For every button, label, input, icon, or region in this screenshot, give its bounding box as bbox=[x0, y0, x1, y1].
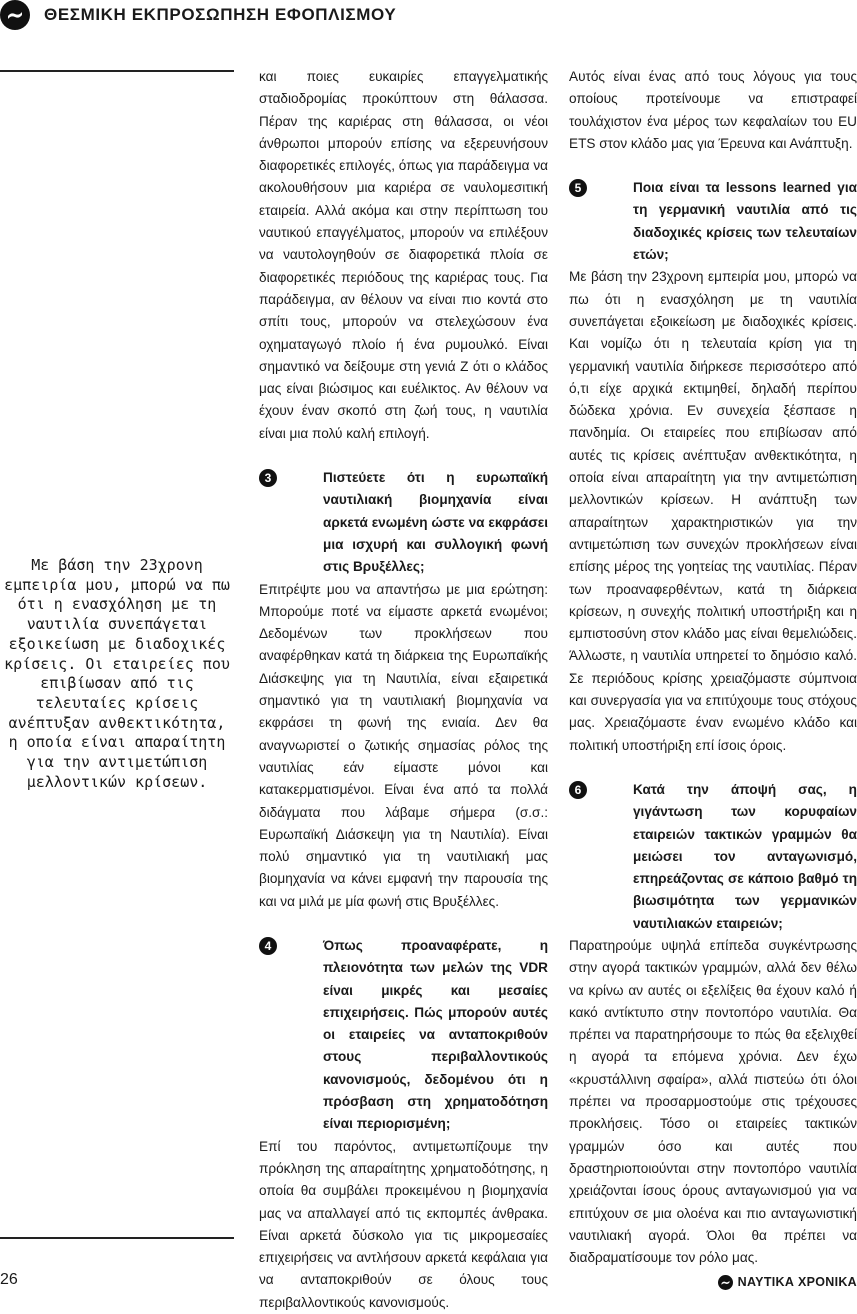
footer-brand bbox=[718, 1274, 857, 1290]
page-number: 26 bbox=[0, 1271, 18, 1288]
section-title: ΘΕΣΜΙΚΗ ΕΚΠΡΟΣΩΠΗΣΗ ΕΦΟΠΛΙΣΜΟΥ bbox=[44, 5, 397, 24]
right-column bbox=[569, 66, 857, 1269]
pull-quote: Με βάση την 23χρονη εμπειρία μου, μπορώ να πω ότι η ενασχόληση με τη ναυτιλία συνεπάγεται εξοικείωση με διαδοχικές κρίσεις. Οι εταιρείες που επιβίωσαν από τις τελευταίες κρίσεις ανέπτυξαν ανθεκτικότητα, η οποία είναι απαραίτητη για την αντιμετώπιση μελλοντικών κρίσεων. bbox=[4, 556, 230, 791]
question-4 bbox=[259, 935, 548, 1136]
publication-name: ΝΑΥΤΙΚΑ ΧΡΟΝΙΚΑ bbox=[737, 1275, 857, 1289]
question-6-text: Κατά την άποψή σας, η γιγάντωση των κορυφαίων εταιρειών τακτικών γραμμών θα μειώσει τον ανταγωνισμό, επηρεάζοντας σε κάποιο βαθμό τη βιωσιμότητα των γερμανικών ναυτιλιακών εταιρειών; bbox=[633, 781, 857, 931]
middle-intro-paragraph: και ποιες ευκαιρίες επαγγελματικής σταδιοδρομίας προκύπτουν στη θάλασσα. Πέραν της καριέρας στη θάλασσα, οι νέοι άνθρωποι μπορούν επίσης να εξερευνήσουν διαφορετικές επιλογές, όπως για παράδειγμα να ακολουθήσουν μια καριέρα σε ναυλομεσιτική εταιρεία. Αλλά ακόμα και στην περίπτωση του ναυτικού επαγγέλματος, μπορούν να επιλέξουν να ναυτολογηθούν σε διαφορετικά πλοία σε διαφορετικές περιόδους της καριέρας τους. Για παράδειγμα, αν θέλουν να είναι πιο κοντά στο σπίτι τους, μπορούν να στελεχώσουν ένα οχηματαγωγό πλοίο ή ένα ρυμουλκό. Είναι σημαντικό να δείξουμε στη γενιά Z ότι ο κλάδος μας είναι βιώσιμος και ευέλικτος. Αν θέλουν να έχουν έναν σκοπό στη ζωή τους, η ναυτιλία είναι μια πολύ καλή επιλογή. bbox=[259, 69, 548, 441]
question-number-badge: 4 bbox=[259, 937, 277, 955]
answer-6: Παρατηρούμε υψηλά επίπεδα συγκέντρωσης στην αγορά τακτικών γραμμών, αλλά δεν θέλω να κρίνω αν αυτές οι εξελίξεις θα έχουν καλό ή κακό αντίκτυπο στην ποντοπόρο ναυτιλία. Θα πρέπει να παρατηρήσουμε το πώς θα εξελιχθεί η αγορά τα επόμενα χρόνια. Δεν έχω «κρυστάλλινη σφαίρα», αλλά πιστεύω ότι όλοι πρέπει να προσαρμοστούμε στις τρέχουσες προκλήσεις. Τόσο οι εταιρείες τακτικών γραμμών όσο και αυτές που δραστηριοποιούνται στην ποντοπόρο ναυτιλία χρειάζονται ίσους όρους ανταγωνισμού για να επιτύχουν σε μια ολοένα και πιο ανταγωνιστική ναυτιλιακή αγορά. Όλοι θα πρέπει να διαδραματίσουμε τον ρόλο μας. bbox=[569, 937, 857, 1266]
ship-wave-logo-icon bbox=[0, 0, 30, 30]
question-number-badge: 3 bbox=[259, 469, 277, 487]
answer-5: Με βάση την 23χρονη εμπειρία μου, μπορώ να πω ότι η ενασχόληση με τη ναυτιλία συνεπάγεται εξοικείωση με διαδοχικές κρίσεις. Και νομίζω ότι η τελευταία κρίση για τη γερμανική ναυτιλία διήρκεσε περισσότερο από ό,τι είχε αρχικά εκτιμηθεί, δηλαδή περίπου δώδεκα χρόνια. Εν συνεχεία ξέσπασε η πανδημία. Οι εταιρείες που επιβίωσαν από αυτές τις κρίσεις ανέπτυξαν ανθεκτικότητα, η οποία είναι απαραίτητη για την αντιμετώπιση μελλοντικών κρίσεων. Η ανάπτυξη των απαραίτητων χαρακτηριστικών για την αντιμετώπιση των συνεχών προκλήσεων είναι επίσης μέρος της γοητείας της ναυτιλίας. Πέραν των προαναφερθέντων, κατά τη διάρκεια κρίσεων, η συνεχής πολιτική υποστήριξη και η εμπιστοσύνη στον κλάδο μας είναι θεμελιώδεις. Άλλωστε, η ναυτιλία υπηρετεί το δημόσιο καλό. Σε περιόδους κρίσης χρειαζόμαστε σύμπνοια και συνεργασία για να επιτύχουμε τους στόχους μας. Χρειαζόμαστε έναν ενωμένο κλάδο και πολιτική υποστήριξη επί ίσοις όροις. bbox=[569, 269, 857, 753]
question-number-badge: 6 bbox=[569, 781, 587, 799]
middle-column bbox=[259, 66, 548, 1314]
question-6 bbox=[569, 779, 857, 935]
answer-3: Επιτρέψτε μου να απαντήσω με μια ερώτηση: Μπορούμε ποτέ να είμαστε αρκετά ενωμένοι; Δεδομένων των προκλήσεων που αναφέρθηκαν κατά τη διάρκεια της Ευρωπαϊκής Διάσκεψης για τη Ναυτιλία, είναι εξαιρετικά σημαντικό για τη ναυτιλιακή βιομηχανία να εκφράσει τη φωνή της ενιαία. Δεν θα αναγνωριστεί ο ζωτικής σημασίας ρόλος της ναυτιλίας εάν είμαστε μόνοι και κατακερματισμένοι. Είναι ένα από τα πολλά διδάγματα που λάβαμε σήμερα (σ.σ.: Ευρωπαϊκή Διάσκεψη για τη Ναυτιλία). Είναι πολύ σημαντικό για τη ναυτιλιακή μας βιομηχανία να κάνει εμφανή την παρουσία της και να μιλά με μία φωνή στις Βρυξέλλες. bbox=[259, 581, 548, 909]
left-top-rule bbox=[0, 70, 234, 72]
question-5-text: Ποια είναι τα lessons learned για τη γερμανική ναυτιλία από τις διαδοχικές κρίσεις των τελευταίων ετών; bbox=[633, 180, 857, 263]
right-intro-paragraph: Αυτός είναι ένας από τους λόγους για τους οποίους προτείνουμε να επιστραφεί τουλάχιστον ένα μέρος των κεφαλαίων του EU ETS στον κλάδο μας για Έρευνα και Ανάπτυξη. bbox=[569, 69, 857, 151]
answer-4: Επί του παρόντος, αντιμετωπίζουμε την πρόκληση της απαραίτητης χρηματοδότησης, η οποία θα συμβάλει προκειμένου η βιομηχανία μας να απαλλαγεί από τις εκπομπές άνθρακα. Είναι αρκετά δύσκολο για τις μικρομεσαίες επιχειρήσεις να αντλήσουν αρκετά κεφάλαια για να ανταποκριθούν σε όλους τους περιβαλλοντικούς κανονισμούς. bbox=[259, 1138, 548, 1310]
question-3-text: Πιστεύετε ότι η ευρωπαϊκή ναυτιλιακή βιομηχανία είναι αρκετά ενωμένη ώστε να εκφράσει μια ισχυρή και συλλογική φωνή στις Βρυξέλλες; bbox=[323, 470, 548, 575]
question-3 bbox=[259, 467, 548, 578]
left-bottom-rule bbox=[0, 1237, 234, 1239]
question-number-badge: 5 bbox=[569, 179, 587, 197]
question-5 bbox=[569, 177, 857, 266]
question-4-text: Όπως προαναφέρατε, η πλειονότητα των μελών της VDR είναι μικρές και μεσαίες επιχειρήσεις. Πώς μπορούν αυτές οι εταιρείες να ανταποκριθούν στους περιβαλλοντικούς κανονισμούς, δεδομένου ότι η πρόσβαση στη χρηματοδότηση είναι περιορισμένη; bbox=[323, 937, 548, 1132]
page-header bbox=[0, 0, 857, 30]
ship-wave-logo-icon bbox=[718, 1275, 733, 1290]
